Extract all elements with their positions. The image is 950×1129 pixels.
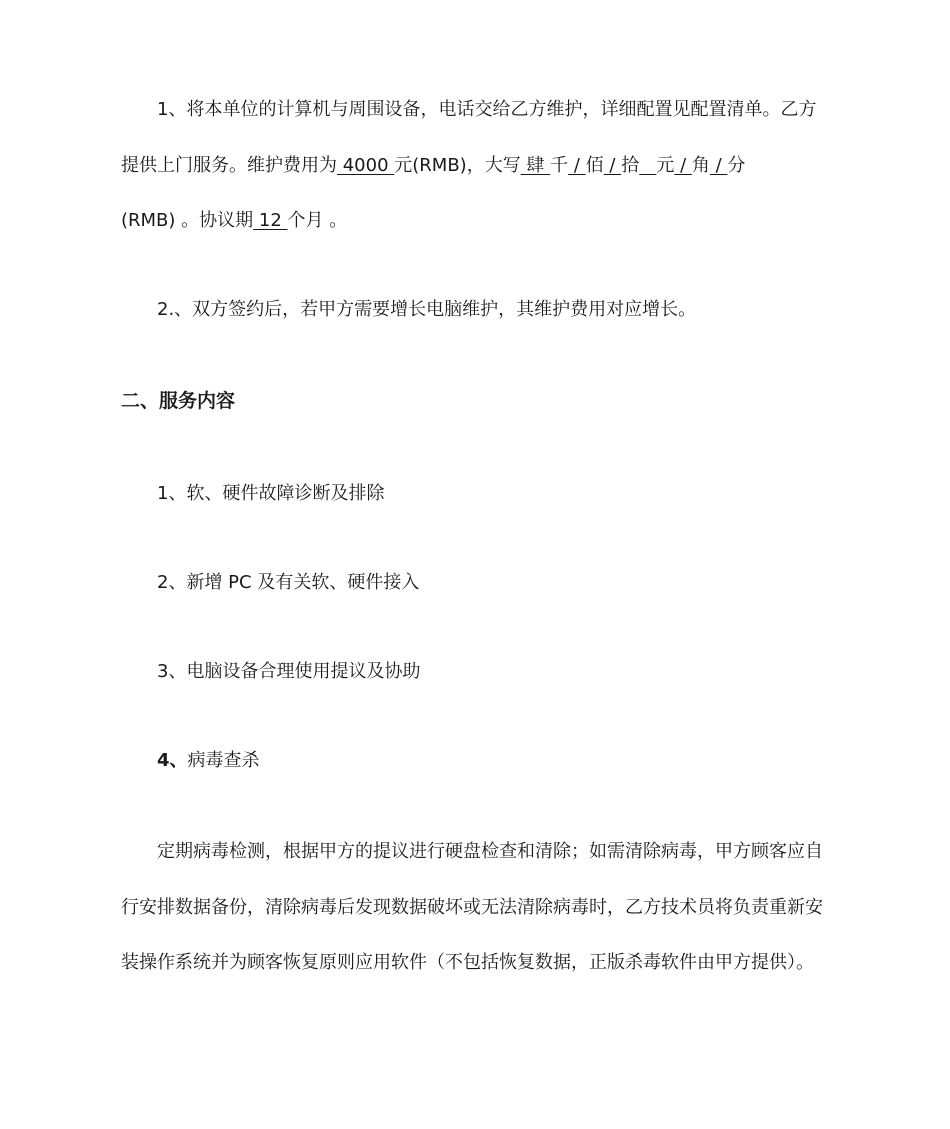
unit-fen: 分 — [727, 155, 746, 176]
paragraph-1-line-2 — [121, 153, 831, 179]
unit-ten: 拾 — [621, 155, 640, 176]
amount-jiao: / — [674, 155, 692, 176]
unit-jiao: 角 — [691, 155, 710, 176]
paragraph-1-line-3 — [121, 208, 831, 234]
amount-thousands: 肆 — [520, 155, 551, 176]
unit-thousand: 千 — [550, 155, 569, 176]
amount-hundreds: / — [568, 155, 586, 176]
section-heading-services: 二、服务内容 — [121, 390, 236, 412]
term-text: (RMB) 。协议期 — [121, 210, 254, 231]
service-item-1: 1、软、硬件故障诊断及排除 — [157, 483, 385, 504]
virus-desc-line-2: 行安排数据备份，清除病毒后发现数据破坏或无法清除病毒时，乙方技术员将负责重新安 — [121, 897, 823, 918]
amount-yuan — [639, 155, 656, 176]
unit-hundred: 佰 — [585, 155, 604, 176]
virus-desc-line-3: 装操作系统并为顾客恢复原则应用软件（不包括恢复数据，正版杀毒软件由甲方提供）。 — [121, 952, 814, 973]
term-months: 12 — [253, 210, 288, 231]
amount-tens: / — [603, 155, 622, 176]
service-item-4-label: 病毒查杀 — [187, 750, 260, 771]
virus-desc-line-1: 定期病毒检测，根据甲方的提议进行硬盘检查和清除；如需清除病毒，甲方顾客应自 — [157, 841, 823, 862]
service-item-3: 3、电脑设备合理使用提议及协助 — [157, 661, 421, 682]
amount-fen: / — [709, 155, 728, 176]
paragraph-2: 2.、双方签约后，若甲方需要增长电脑维护，其维护费用对应增长。 — [157, 299, 697, 320]
service-item-4-number: 4、 — [157, 750, 188, 771]
unit-yuan: 元 — [656, 155, 675, 176]
service-item-2: 2、新增 PC 及有关软、硬件接入 — [157, 572, 420, 593]
term-unit: 个月 。 — [287, 210, 348, 231]
currency-text: 元(RMB)，大写 — [394, 155, 521, 176]
paragraph-1-line-1: 1、将本单位的计算机与周围设备，电话交给乙方维护，详细配置见配置清单。乙方 — [157, 99, 817, 120]
service-item-4 — [157, 748, 867, 774]
fee-amount: 4000 — [337, 155, 395, 176]
fee-text: 提供上门服务。维护费用为 — [121, 155, 337, 176]
